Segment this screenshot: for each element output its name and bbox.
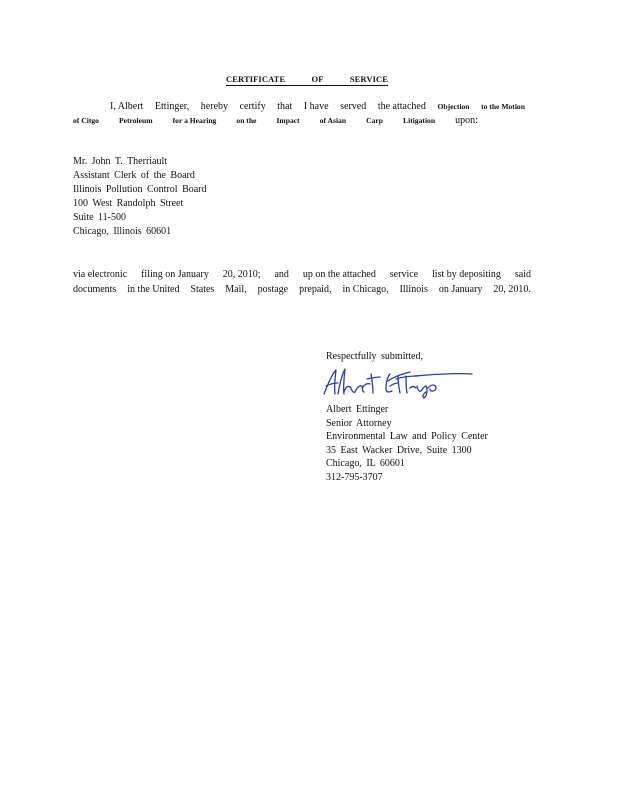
- text-run: certify: [239, 101, 266, 112]
- address-line: 100 West Randolph Street: [73, 198, 184, 209]
- text-run: Ettinger,: [154, 101, 190, 112]
- text-run: upon:: [455, 115, 478, 126]
- text-run: postage: [257, 284, 289, 295]
- address-line: Chicago, Illinois 60601: [73, 226, 172, 237]
- text-run: in Chicago,: [342, 284, 389, 295]
- title-word: OF: [311, 74, 324, 84]
- text-run: filing on January: [141, 269, 209, 280]
- text-run: of Asian: [319, 116, 347, 125]
- signer-block: [326, 403, 488, 485]
- signer-line: Senior Attorney: [326, 417, 392, 429]
- text-run: Impact: [276, 116, 300, 125]
- text-run: service: [389, 269, 419, 280]
- text-run: in the United: [127, 284, 180, 295]
- signer-line: Environmental Law and Policy Center: [326, 431, 488, 443]
- closing-text: Respectfully submitted,: [326, 351, 423, 362]
- text-run: Illinois: [399, 284, 428, 295]
- text-run: hereby: [200, 101, 229, 112]
- text-run: up on the attached: [302, 269, 376, 280]
- text-run: on the: [236, 116, 257, 125]
- address-line: Assistant Clerk of the Board: [73, 170, 195, 181]
- address-line: Mr. John T. Therriault: [73, 156, 168, 167]
- text-run: said: [514, 269, 531, 280]
- text-run: States: [190, 284, 215, 295]
- recipient-address: [73, 155, 207, 239]
- text-run: I have: [303, 101, 329, 112]
- text-run: Carp: [366, 116, 383, 125]
- text-run: Petroleum: [118, 116, 153, 125]
- text-run: to the Motion: [481, 102, 525, 111]
- service-paragraph: [73, 267, 531, 297]
- text-run: via electronic: [73, 269, 128, 280]
- text-run: for a Hearing: [172, 116, 217, 125]
- text-run: of Citgo: [73, 116, 99, 125]
- handwritten-signature: [318, 364, 478, 400]
- text-run: Litigation: [403, 116, 436, 125]
- text-run: documents: [73, 284, 117, 295]
- signer-line: Chicago, IL 60601: [326, 458, 405, 470]
- text-run: the attached: [377, 101, 426, 112]
- text-run: 20, 2010.: [493, 284, 531, 295]
- text-run: 20, 2010;: [222, 269, 261, 280]
- address-line: Illinois Pollution Control Board: [73, 184, 207, 195]
- text-run: and: [274, 269, 289, 280]
- signer-line: 35 East Wacker Drive, Suite 1300: [326, 444, 472, 456]
- closing-block: [326, 350, 423, 364]
- text-run: that: [277, 101, 293, 112]
- signer-line: Albert Ettinger: [326, 404, 389, 415]
- text-run: served: [340, 101, 367, 112]
- certification-paragraph: [73, 100, 525, 128]
- signer-line: 312-795-3707: [326, 471, 383, 483]
- address-line: Suite 11-500: [73, 212, 127, 223]
- text-run: I, Albert: [110, 101, 144, 112]
- text-run: prepaid,: [299, 284, 332, 295]
- title-word: SERVICE: [349, 74, 388, 84]
- document-title: [226, 74, 388, 86]
- title-word: CERTIFICATE: [226, 74, 286, 84]
- text-run: Objection: [437, 102, 470, 111]
- text-run: on January: [438, 284, 483, 295]
- text-run: Mail,: [225, 284, 247, 295]
- text-run: list by depositing: [432, 269, 501, 280]
